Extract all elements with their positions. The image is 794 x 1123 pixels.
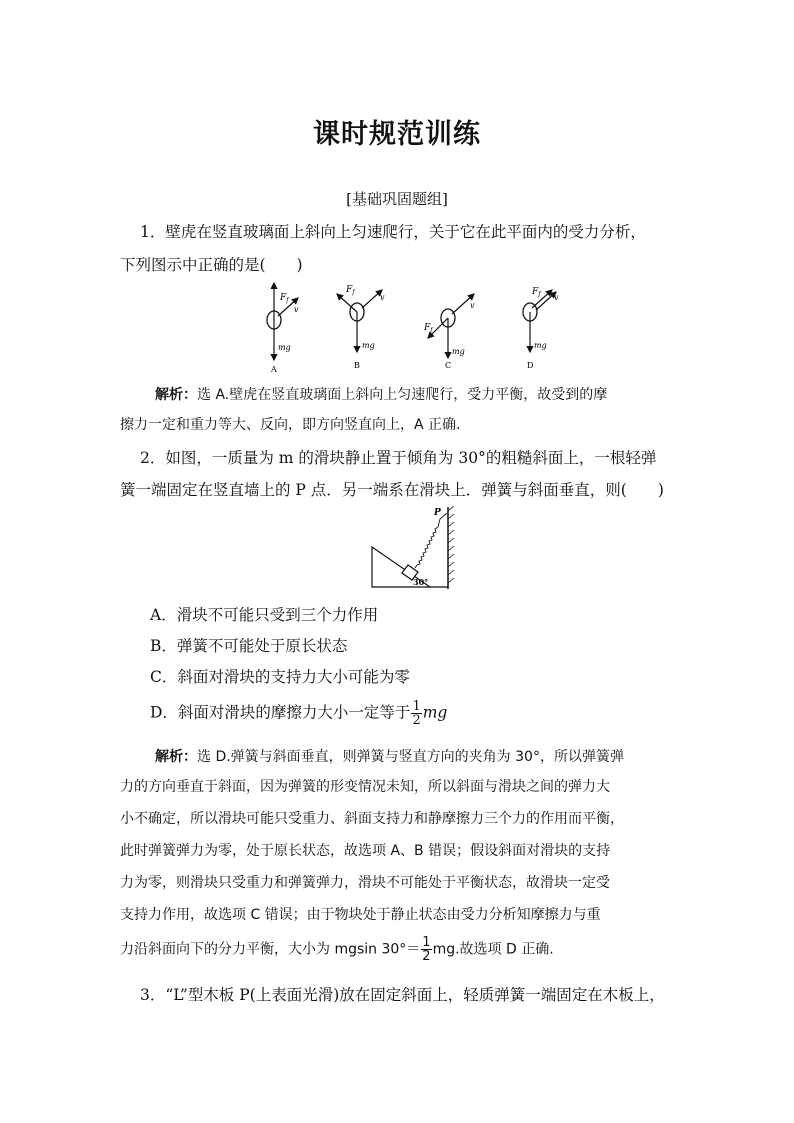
q2-stem-line2: 簧一端固定在竖直墙上的 P 点．另一端系在滑块上．弹簧与斜面垂直，则( ) <box>120 481 664 499</box>
force-label: F <box>280 293 287 303</box>
q2-analysis-line5: 力为零，则滑块只受重力和弹簧弹力，滑块不可能处于平衡状态，故滑块一定受 <box>120 875 610 891</box>
diagram-b <box>337 285 385 370</box>
q1-force-diagrams <box>252 280 572 375</box>
svg-text:Ff: $F_f$ <box>346 285 355 296</box>
svg-text:v: v <box>380 293 385 302</box>
q2-analysis-line3: 小不确定，所以滑块可能只受重力、斜面支持力和静摩擦力三个力的作用而平衡， <box>120 811 624 827</box>
svg-text:Ff: $F_f$ <box>424 323 433 334</box>
q2-incline-figure <box>370 505 460 590</box>
svg-text:mg: mg <box>534 341 547 350</box>
diagram-label-c: C <box>445 361 452 370</box>
svg-text:Ff: $F_f$ <box>532 287 541 298</box>
diagram-label-b: B <box>354 361 360 370</box>
svg-text:mg: mg <box>452 347 465 356</box>
svg-text:v: v <box>294 305 299 314</box>
q3-stem-line1: 3．“L”型木板 P(上表面光滑)放在固定斜面上，轻质弹簧一端固定在木板上， <box>140 986 665 1004</box>
svg-text:Ff: $F_f$ <box>280 293 289 304</box>
q2-analysis-line7: 力沿斜面向下的分力平衡，大小为 mgsin 30°＝ $\frac{1}{2}$ mg.故选项 D 正确. <box>120 935 554 964</box>
q2-option-d: D．斜面对滑块的摩擦力大小一定等于 $\frac{1}{2}$ mg <box>150 699 448 728</box>
q2-option-b: B．弹簧不可能处于原长状态 <box>150 637 348 655</box>
q1-analysis-line1: 解析：选 A.壁虎在竖直玻璃面上斜向上匀速爬行，受力平衡，故受到的摩 <box>155 387 608 403</box>
diagram-d <box>523 287 559 370</box>
svg-text:mg: mg <box>278 343 291 352</box>
diagram-label-d: D <box>527 361 534 370</box>
q2-analysis-line2: 力的方向垂直于斜面，因为弹簧的形变情况未知，所以斜面与滑块之间的弹力大 <box>120 779 610 795</box>
diagram-a <box>267 283 299 374</box>
point-p-label: P <box>434 508 441 518</box>
q1-stem-line1: 1．壁虎在竖直玻璃面上斜向上匀速爬行，关于它在此平面内的受力分析， <box>140 223 646 241</box>
q2-analysis-line4: 此时弹簧弹力为零，处于原长状态，故选项 A、B 错误；假设斜面对滑块的支持 <box>120 843 611 859</box>
diagram-label-a: A <box>271 365 277 374</box>
q2-option-c: C．斜面对滑块的支持力大小可能为零 <box>150 668 410 686</box>
q1-analysis-line2: 擦力一定和重力等大、反向，即方向竖直向上，A 正确. <box>120 417 461 433</box>
diagram-c <box>423 294 475 370</box>
section-heading: [基础巩固题组] <box>346 190 448 208</box>
fraction: $\frac{1}{2}$ <box>422 935 431 964</box>
q2-stem-line1: 2．如图，一质量为 m 的滑块静止置于倾角为 30°的粗糙斜面上，一根轻弹 <box>140 449 657 467</box>
svg-text:v: v <box>554 293 559 302</box>
svg-text:mg: mg <box>362 341 375 350</box>
page-title: 课时规范训练 <box>313 119 481 150</box>
q2-analysis-line6: 支持力作用，故选项 C 错误；由于物块处于静止状态由受力分析知摩擦力与重 <box>120 907 601 923</box>
angle-label: 30° <box>413 577 429 587</box>
q1-stem-line2: 下列图示中正确的是( ) <box>120 256 303 274</box>
q2-option-a: A．滑块不可能只受到三个力作用 <box>150 606 379 624</box>
q2-analysis-line1: 解析：选 D.弹簧与斜面垂直，则弹簧与竖直方向的夹角为 30°，所以弹簧弹 <box>155 749 624 765</box>
fraction: $\frac{1}{2}$ <box>412 699 421 728</box>
svg-text:v: v <box>470 301 475 310</box>
